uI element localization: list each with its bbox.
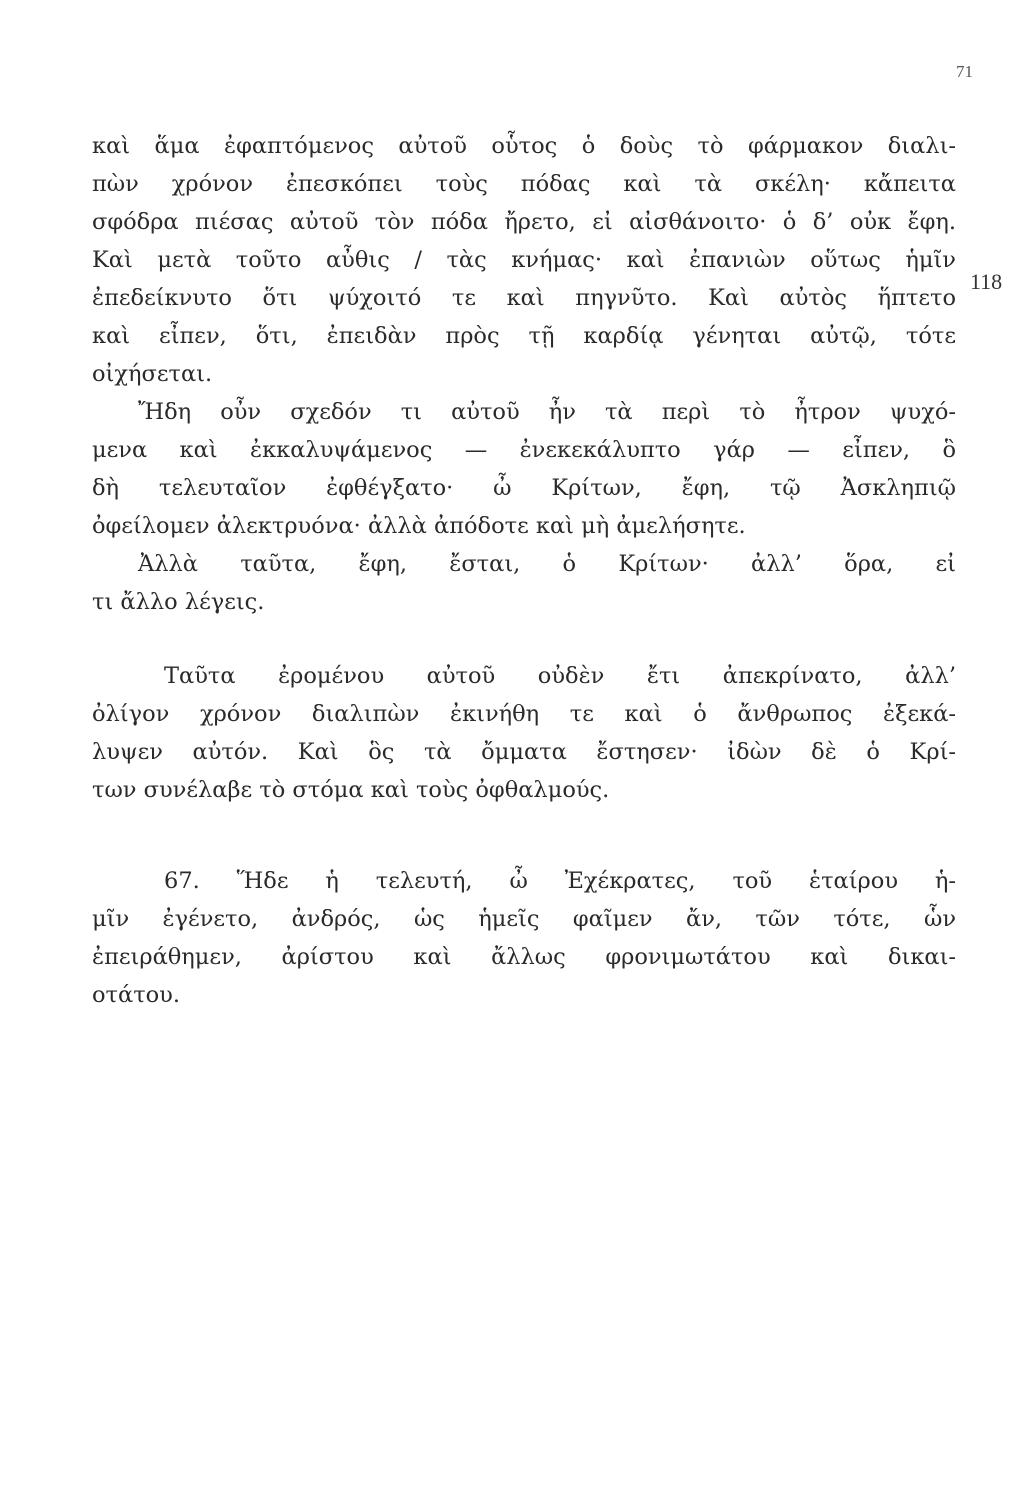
passage-1	[92, 127, 956, 621]
passage-3	[92, 862, 956, 1014]
text-line: Ταῦτα ἐρομένου αὐτοῦ οὐδὲν ἔτι ἀπεκρίνατο, ἀλλ’	[164, 663, 956, 689]
text-line: ἐπεδείκνυτο ὅτι ψύχοιτό τε καὶ πηγνῦτο. Καὶ αὐτὸς ἥπτετο	[92, 285, 956, 311]
passage-2	[92, 657, 956, 809]
text-line: Καὶ μετὰ τοῦτο αὖθις / τὰς κνήμας· καὶ ἐπανιὼν οὕτως ἡμῖν	[92, 247, 956, 273]
page-number: 71	[956, 62, 973, 81]
text-line: τι ἄλλο λέγεις.	[92, 589, 265, 615]
text-line: σφόδρα πιέσας αὐτοῦ τὸν πόδα ἤρετο, εἰ αἰσθάνοιτο· ὁ δ’ οὐκ ἔφη.	[92, 209, 956, 235]
text-line: καὶ εἶπεν, ὅτι, ἐπειδὰν πρὸς τῇ καρδίᾳ γένηται αὐτῷ, τότε	[92, 323, 956, 349]
text-line: καὶ ἅμα ἐφαπτόμενος αὐτοῦ οὗτος ὁ δοὺς τὸ φάρμακον διαλι-	[92, 133, 956, 159]
text-line: οτάτου.	[92, 982, 181, 1008]
text-line: ὀλίγον χρόνον διαλιπὼν ἐκινήθη τε καὶ ὁ ἄνθρωπος ἐξεκά-	[92, 701, 956, 727]
text-line: ὀφείλομεν ἀλεκτρυόνα· ἀλλὰ ἀπόδοτε καὶ μὴ ἀμελήσητε.	[92, 513, 746, 539]
text-line: ἐπειράθημεν, ἀρίστου καὶ ἄλλως φρονιμωτάτου καὶ δικαι-	[92, 944, 956, 970]
text-line: λυψεν αὐτόν. Καὶ ὃς τὰ ὄμματα ἔστησεν· ἰδὼν δὲ ὁ Κρί-	[92, 739, 956, 765]
text-line: Ἀλλὰ ταῦτα, ἔφη, ἔσται, ὁ Κρίτων· ἀλλ’ ὅρα, εἰ	[138, 551, 956, 577]
text-line: μῖν ἐγένετο, ἀνδρός, ὡς ἡμεῖς φαῖμεν ἄν, τῶν τότε, ὧν	[92, 906, 956, 932]
text-line: πὼν χρόνον ἐπεσκόπει τοὺς πόδας καὶ τὰ σκέλη· κἄπειτα	[92, 171, 956, 197]
text-line: των συνέλαβε τὸ στόμα καὶ τοὺς ὀφθαλμούς.	[92, 777, 610, 803]
text-line: δὴ τελευταῖον ἐφθέγξατο· ὦ Κρίτων, ἔφη, τῷ Ἀσκληπιῷ	[92, 475, 956, 501]
text-line: Ἤδη οὖν σχεδόν τι αὐτοῦ ἦν τὰ περὶ τὸ ἦτρον ψυχό-	[138, 399, 956, 425]
margin-line-marker: 118	[970, 269, 1003, 294]
text-line: μενα καὶ ἐκκαλυψάμενος — ἐνεκεκάλυπτο γάρ — εἶπεν, ὃ	[92, 437, 956, 463]
text-line: οἰχήσεται.	[92, 361, 213, 387]
text-line: 67. Ἥδε ἡ τελευτή, ὦ Ἐχέκρατες, τοῦ ἑταίρου ἡ-	[164, 868, 956, 894]
